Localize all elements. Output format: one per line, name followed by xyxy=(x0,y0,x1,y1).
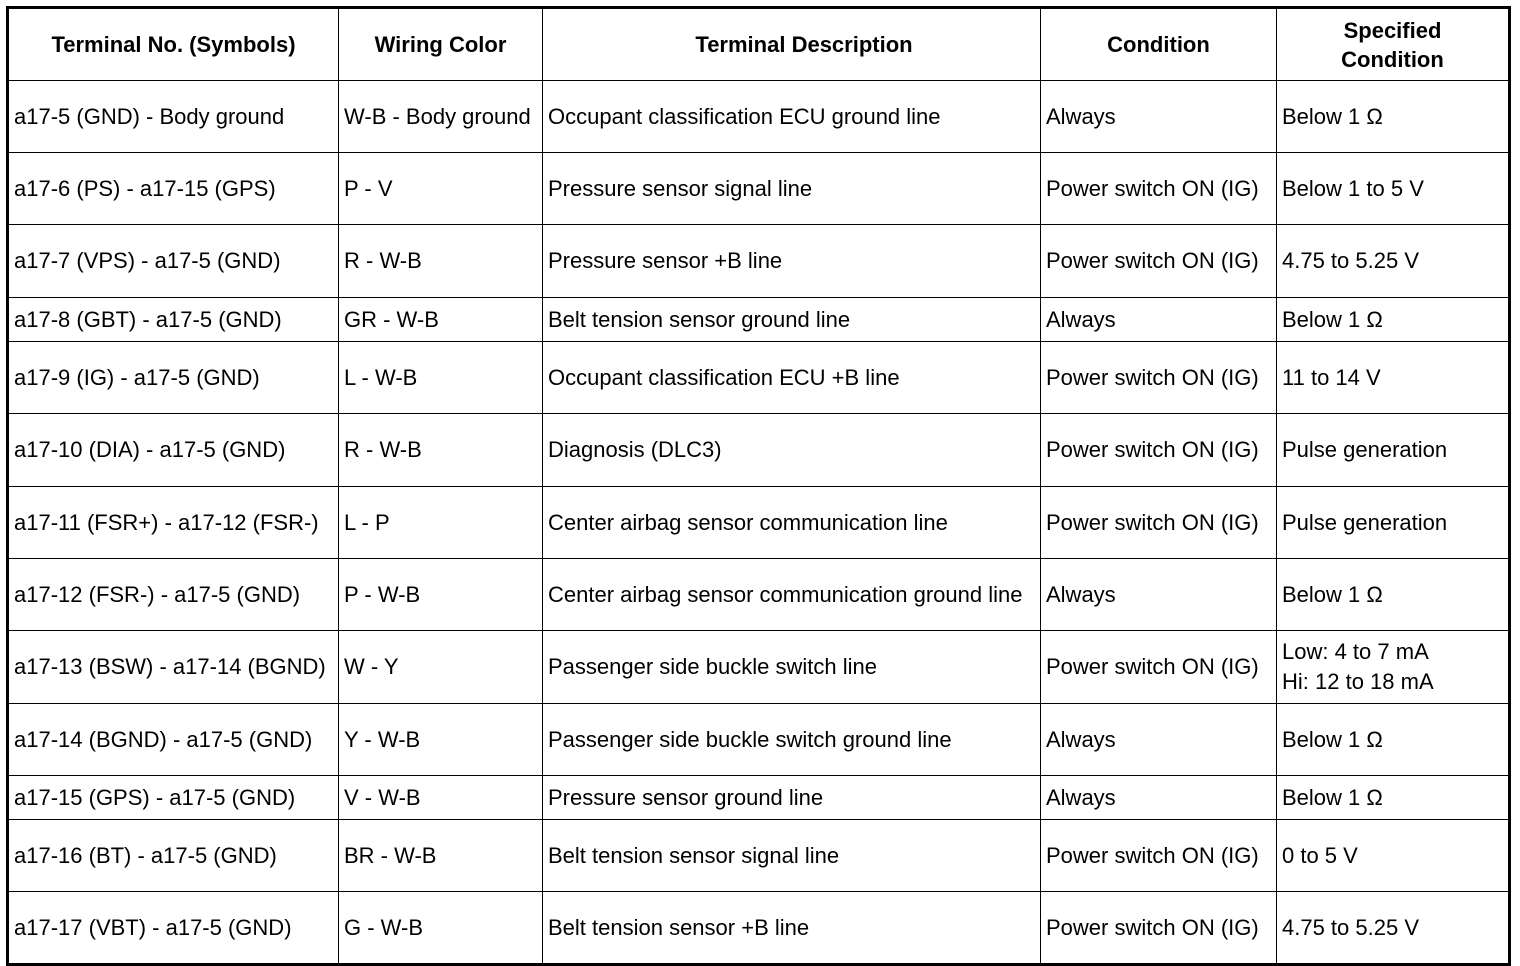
table-row xyxy=(8,704,1510,776)
cell-terminal-description: Passenger side buckle switch line xyxy=(543,631,1041,704)
table-row xyxy=(8,153,1510,225)
table-row xyxy=(8,631,1510,704)
cell-terminal-description: Pressure sensor signal line xyxy=(543,153,1041,225)
cell-specified-condition: Pulse generation xyxy=(1277,414,1510,487)
table-row xyxy=(8,820,1510,892)
cell-terminal-description: Belt tension sensor +B line xyxy=(543,892,1041,965)
cell-wiring-color: W-B - Body ground xyxy=(339,81,543,153)
cell-wiring-color: L - P xyxy=(339,487,543,559)
cell-wiring-color: V - W-B xyxy=(339,776,543,820)
cell-wiring-color: R - W-B xyxy=(339,225,543,298)
cell-wiring-color: BR - W-B xyxy=(339,820,543,892)
cell-specified-condition: Pulse generation xyxy=(1277,487,1510,559)
cell-terminal-description: Pressure sensor +B line xyxy=(543,225,1041,298)
cell-specified-condition: Below 1 Ω xyxy=(1277,298,1510,342)
cell-condition: Always xyxy=(1041,298,1277,342)
table-row xyxy=(8,81,1510,153)
cell-specified-condition: 4.75 to 5.25 V xyxy=(1277,892,1510,965)
cell-specified-condition: Below 1 Ω xyxy=(1277,559,1510,631)
cell-condition: Power switch ON (IG) xyxy=(1041,342,1277,414)
table-row xyxy=(8,298,1510,342)
cell-wiring-color: R - W-B xyxy=(339,414,543,487)
header-terminal-no: Terminal No. (Symbols) xyxy=(8,8,339,81)
cell-terminal-no: a17-12 (FSR-) - a17-5 (GND) xyxy=(8,559,339,631)
cell-wiring-color: G - W-B xyxy=(339,892,543,965)
table-row xyxy=(8,342,1510,414)
cell-terminal-description: Diagnosis (DLC3) xyxy=(543,414,1041,487)
cell-terminal-no: a17-8 (GBT) - a17-5 (GND) xyxy=(8,298,339,342)
cell-terminal-no: a17-11 (FSR+) - a17-12 (FSR-) xyxy=(8,487,339,559)
table-header xyxy=(8,8,1510,81)
cell-wiring-color: P - V xyxy=(339,153,543,225)
table-row xyxy=(8,225,1510,298)
terminal-spec-table xyxy=(6,6,1511,966)
header-specified-condition: Specified Condition xyxy=(1277,8,1510,81)
cell-terminal-description: Passenger side buckle switch ground line xyxy=(543,704,1041,776)
cell-specified-condition: Below 1 Ω xyxy=(1277,704,1510,776)
cell-wiring-color: W - Y xyxy=(339,631,543,704)
cell-condition: Power switch ON (IG) xyxy=(1041,892,1277,965)
table-row xyxy=(8,559,1510,631)
cell-terminal-no: a17-17 (VBT) - a17-5 (GND) xyxy=(8,892,339,965)
cell-wiring-color: L - W-B xyxy=(339,342,543,414)
header-row xyxy=(8,8,1510,81)
cell-terminal-no: a17-6 (PS) - a17-15 (GPS) xyxy=(8,153,339,225)
cell-specified-condition: 0 to 5 V xyxy=(1277,820,1510,892)
cell-specified-condition: 4.75 to 5.25 V xyxy=(1277,225,1510,298)
table-row xyxy=(8,487,1510,559)
cell-terminal-no: a17-9 (IG) - a17-5 (GND) xyxy=(8,342,339,414)
cell-terminal-description: Pressure sensor ground line xyxy=(543,776,1041,820)
cell-specified-condition: Low: 4 to 7 mA Hi: 12 to 18 mA xyxy=(1277,631,1510,704)
cell-terminal-description: Center airbag sensor communication line xyxy=(543,487,1041,559)
table-row xyxy=(8,892,1510,965)
header-terminal-description: Terminal Description xyxy=(543,8,1041,81)
cell-specified-condition: 11 to 14 V xyxy=(1277,342,1510,414)
cell-terminal-no: a17-13 (BSW) - a17-14 (BGND) xyxy=(8,631,339,704)
cell-terminal-no: a17-10 (DIA) - a17-5 (GND) xyxy=(8,414,339,487)
cell-condition: Power switch ON (IG) xyxy=(1041,153,1277,225)
cell-terminal-no: a17-16 (BT) - a17-5 (GND) xyxy=(8,820,339,892)
cell-terminal-description: Occupant classification ECU +B line xyxy=(543,342,1041,414)
cell-specified-condition: Below 1 Ω xyxy=(1277,81,1510,153)
cell-wiring-color: Y - W-B xyxy=(339,704,543,776)
cell-condition: Always xyxy=(1041,559,1277,631)
header-condition: Condition xyxy=(1041,8,1277,81)
cell-condition: Always xyxy=(1041,776,1277,820)
cell-terminal-no: a17-14 (BGND) - a17-5 (GND) xyxy=(8,704,339,776)
cell-specified-condition: Below 1 Ω xyxy=(1277,776,1510,820)
header-wiring-color: Wiring Color xyxy=(339,8,543,81)
cell-condition: Power switch ON (IG) xyxy=(1041,414,1277,487)
cell-terminal-no: a17-5 (GND) - Body ground xyxy=(8,81,339,153)
cell-terminal-no: a17-7 (VPS) - a17-5 (GND) xyxy=(8,225,339,298)
cell-terminal-description: Center airbag sensor communication ground line xyxy=(543,559,1041,631)
cell-terminal-no: a17-15 (GPS) - a17-5 (GND) xyxy=(8,776,339,820)
cell-condition: Power switch ON (IG) xyxy=(1041,820,1277,892)
cell-wiring-color: P - W-B xyxy=(339,559,543,631)
cell-wiring-color: GR - W-B xyxy=(339,298,543,342)
cell-condition: Always xyxy=(1041,704,1277,776)
table-row xyxy=(8,414,1510,487)
cell-condition: Power switch ON (IG) xyxy=(1041,487,1277,559)
cell-condition: Power switch ON (IG) xyxy=(1041,225,1277,298)
table-body xyxy=(8,81,1510,965)
table-row xyxy=(8,776,1510,820)
cell-condition: Always xyxy=(1041,81,1277,153)
cell-terminal-description: Occupant classification ECU ground line xyxy=(543,81,1041,153)
cell-specified-condition: Below 1 to 5 V xyxy=(1277,153,1510,225)
cell-terminal-description: Belt tension sensor signal line xyxy=(543,820,1041,892)
cell-condition: Power switch ON (IG) xyxy=(1041,631,1277,704)
cell-terminal-description: Belt tension sensor ground line xyxy=(543,298,1041,342)
